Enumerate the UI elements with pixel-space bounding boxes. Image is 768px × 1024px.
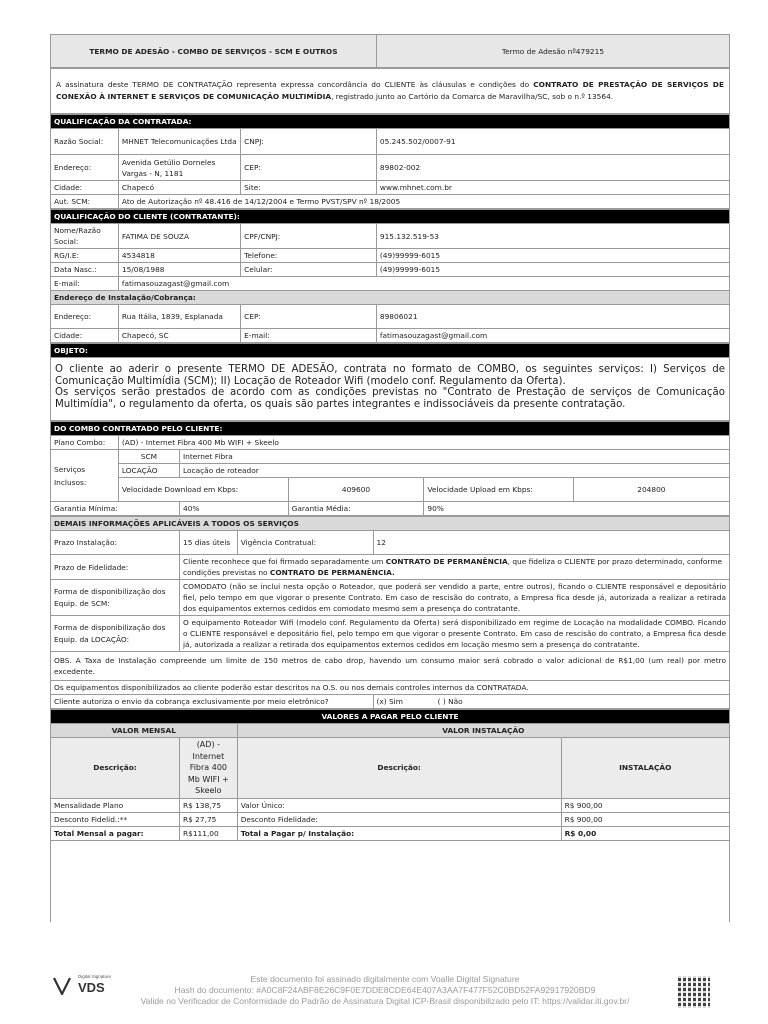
fidelidade-label: Prazo de Fidelidade: <box>51 555 180 580</box>
intro-text-2: , registrado junto ao Cartório da Comarca de Maravilha/SC, sob o n.º 13564. <box>331 92 614 101</box>
total-instalacao-value: R$ 0,00 <box>561 826 729 840</box>
descricao-label: Descrição: <box>51 738 180 799</box>
locacao-label: LOCAÇÃO <box>118 464 179 478</box>
cidade-value: Chapecó <box>118 181 240 195</box>
cobranca-sim: (x) Sim <box>376 697 403 706</box>
objeto-text <box>51 358 730 421</box>
intro-text-1: A assinatura deste TERMO DE CONTRATAÇÃO representa expressa concordância do CLIENTE às cláusulas e condições do <box>56 80 534 89</box>
plano-descricao: (AD) - Internet Fibra 400 Mb WIFI + Skeelo <box>180 738 238 799</box>
signature-text <box>110 974 660 1007</box>
descricao-instalacao-label: Descrição: <box>237 738 561 799</box>
telefone-label: Telefone: <box>241 249 377 263</box>
inst-cep-value: 89806021 <box>376 305 729 329</box>
mensalidade-value: R$ 138,75 <box>180 798 238 812</box>
locacao-equip-text: O equipamento Roteador Wifi (modelo conf. Regulamento da Oferta) será disponibilizado em regime de Locação na modalidade COMBO. Ficando o CLIENTE responsável e depositário fiel, pelo tempo em que vigorar o presente Contrato. Em caso de rescisão do contrato, a Empresa fica desde já, autorizada a realizar a retirada dos equipamentos externos cedidos em locação mesmo sem a presença do contratante. <box>180 616 730 652</box>
nascimento-label: Data Nasc.: <box>51 263 119 277</box>
prazo-label: Prazo Instalação: <box>51 531 180 555</box>
garantia-min-value: 40% <box>180 502 289 516</box>
fidelidade-bold-1: CONTRATO DE PERMANÊNCIA <box>385 557 508 566</box>
rg-value: 4534818 <box>118 249 240 263</box>
objeto-paragraph-2: Os serviços serão prestados de acordo com as condições previstas no "Contrato de Prestação de serviços de Comunicação Multimídia", o regulamento da oferta, os quais são partes integrantes e indissociáveis da presente contratação. <box>55 387 725 410</box>
email-value: fatimasouzagast@gmail.com <box>118 277 729 291</box>
desconto-fidelidade-label: Desconto Fidelidade: <box>237 812 561 826</box>
vds-logo-text: VDS <box>78 980 105 995</box>
inst-cidade-label: Cidade: <box>51 329 119 343</box>
garantia-med-label: Garantia Média: <box>288 502 424 516</box>
nascimento-value: 15/08/1988 <box>118 263 240 277</box>
cnpj-label: CNPJ: <box>241 129 377 155</box>
intro-paragraph <box>51 69 730 114</box>
razao-value: MHNET Telecomunicações Ltda <box>118 129 240 155</box>
inst-email-label: E-mail: <box>241 329 377 343</box>
scm-label: SCM <box>118 450 179 464</box>
instalacao-label: INSTALAÇÃO <box>561 738 729 799</box>
valor-unico-label: Valor Único: <box>237 798 561 812</box>
fidelidade-bold-2: CONTRATO DE PERMANÊNCIA. <box>269 568 395 577</box>
rg-label: RG/I.E: <box>51 249 119 263</box>
contratada-header: QUALIFICAÇÃO DA CONTRATADA: <box>51 115 730 129</box>
objeto-paragraph-1: O cliente ao aderir o presente TERMO DE ADESÃO, contrata no formato de COMBO, os seguintes serviços: I) Serviços de Comunicação Multimídia (SCM); II) Locação de Roteador Wifi (modelo conf. Regulamento da Oferta). <box>55 364 725 387</box>
contract-document <box>50 34 730 841</box>
combo-header: DO COMBO CONTRATADO PELO CLIENTE: <box>51 422 730 436</box>
fidelidade-text-1: Cliente reconhece que foi firmado separadamente um <box>183 557 386 566</box>
intro-table <box>50 68 730 114</box>
cliente-header: QUALIFICAÇÃO DO CLIENTE (CONTRATANTE): <box>51 210 730 224</box>
nome-value: FATIMA DE SOUZA <box>118 224 240 249</box>
email-label: E-mail: <box>51 277 119 291</box>
upload-label: Velocidade Upload em Kbps: <box>424 478 573 502</box>
total-instalacao-label: Total a Pagar p/ Instalação: <box>237 826 561 840</box>
aut-label: Aut. SCM: <box>51 195 119 209</box>
vigencia-value: 12 <box>373 531 730 555</box>
valor-mensal-header: VALOR MENSAL <box>51 724 238 738</box>
vds-logo <box>52 974 112 1000</box>
cliente-table <box>50 209 730 343</box>
endereco-label: Endereço: <box>51 155 119 181</box>
instalacao-header: Endereço de Instalação/Cobrança: <box>51 291 730 305</box>
inst-cep-label: CEP: <box>241 305 377 329</box>
mensalidade-label: Mensalidade Plano <box>51 798 180 812</box>
cobranca-nao: ( ) Não <box>437 697 463 706</box>
valor-instalacao-header: VALOR INSTALAÇÃO <box>237 724 729 738</box>
celular-label: Celular: <box>241 263 377 277</box>
cidade-label: Cidade: <box>51 181 119 195</box>
intro-bold: CONTRATO DE PRESTAÇÃO DE SERVIÇOS DE CONEXÃO À INTERNET E SERVIÇOS DE COMUNICAÇÃO MULTIMÍDIA <box>56 80 724 101</box>
cnpj-value: 05.245.502/0007-91 <box>376 129 729 155</box>
fidelidade-text <box>180 555 730 580</box>
locacao-desc: Locação de roteador <box>180 464 730 478</box>
inst-endereco-value: Rua Itália, 1839, Esplanada <box>118 305 240 329</box>
total-mensal-label: Total Mensal a pagar: <box>51 826 180 840</box>
download-label: Velocidade Download em Kbps: <box>118 478 288 502</box>
desconto-fidelid-label: Desconto Fidelid.:** <box>51 812 180 826</box>
combo-table <box>50 421 730 516</box>
vds-logo-small: Digital Signature <box>78 974 112 979</box>
prazo-value: 15 dias úteis <box>180 531 238 555</box>
download-value: 409600 <box>288 478 424 502</box>
endereco-value: Avenida Getúlio Dorneles Vargas - N, 1181 <box>118 155 240 181</box>
cep-value: 89802-002 <box>376 155 729 181</box>
demais-table <box>50 516 730 709</box>
nome-label: Nome/Razão Social: <box>51 224 119 249</box>
fidelidade-text-2: , que fideliza o CLIENTE por prazo determinado, conforme condições previstas no <box>183 557 723 577</box>
desconto-fidelid-value: R$ 27,75 <box>180 812 238 826</box>
objeto-header: OBJETO: <box>51 344 730 358</box>
cep-label: CEP: <box>241 155 377 181</box>
cpf-label: CPF/CNPJ: <box>241 224 377 249</box>
scm-equip-label: Forma de disponibilização dos Equip. de SCM: <box>51 580 180 616</box>
upload-value: 204800 <box>573 478 729 502</box>
celular-value: (49)99999-6015 <box>376 263 729 277</box>
obs-text: OBS. A Taxa de Instalação compreende um limite de 150 metros de cabo drop, havendo um consumo maior será cobrado o valor adicional de R$1,00 (um real) por metro excedente. <box>51 652 730 681</box>
title-table <box>50 34 730 68</box>
demais-header: DEMAIS INFORMAÇÕES APLICÁVEIS A TODOS OS SERVIÇOS <box>51 517 730 531</box>
plano-value: (AD) - Internet Fibra 400 Mb WIFI + Skeelo <box>118 436 729 450</box>
site-label: Site: <box>241 181 377 195</box>
valor-unico-value: R$ 900,00 <box>561 798 729 812</box>
equipamentos-text: Os equipamentos disponibilizados ao cliente poderão estar descritos na O.S. ou nos demais controles internos da CONTRATADA. <box>51 681 730 695</box>
document-title: TERMO DE ADESÃO - COMBO DE SERVIÇOS - SCM E OUTROS <box>51 35 377 68</box>
locacao-equip-label: Forma de disponibilização dos Equip. da LOCAÇÃO: <box>51 616 180 652</box>
desconto-fidelidade-value: R$ 900,00 <box>561 812 729 826</box>
garantia-med-value: 90% <box>424 502 730 516</box>
inst-email-value: fatimasouzagast@gmail.com <box>376 329 729 343</box>
validation-line: Valide no Verificador de Conformidade do Padrão de Assinatura Digital ICP-Brasil disponibilizado pelo IT: https://validar.iti.gov.br/ <box>140 996 630 1006</box>
servicos-label: Serviços Inclusos: <box>51 450 119 502</box>
signature-footer <box>0 970 768 1024</box>
telefone-value: (49)99999-6015 <box>376 249 729 263</box>
site-value: www.mhnet.com.br <box>376 181 729 195</box>
cpf-value: 915.132.519-53 <box>376 224 729 249</box>
plano-label: Plano Combo: <box>51 436 119 450</box>
hash-line: Hash do documento: #A0C8F24ABF8E26C9F0E7DDE8CDE64E407A3AA7F477F52C0BD52FA92917920BD9 <box>174 985 596 995</box>
term-number: Termo de Adesão nº479215 <box>376 35 729 68</box>
inst-cidade-value: Chapecó, SC <box>118 329 240 343</box>
cobranca-options <box>373 695 730 709</box>
cobranca-label: Cliente autoriza o envio da cobrança exclusivamente por meio eletrônico? <box>51 695 374 709</box>
inst-endereco-label: Endereço: <box>51 305 119 329</box>
valores-header: VALORES A PAGAR PELO CLIENTE <box>51 710 730 724</box>
total-mensal-value: R$111,00 <box>180 826 238 840</box>
scm-equip-text: COMODATO (não se inclui nesta opção o Roteador, que poderá ser vendido a parte, entre outros), ficando o CLIENTE responsável e depositário fiel, pelo tempo em que vigorar o presente Contrato. Em caso de rescisão do contrato, a Empresa fica desde já, autorizada a realizar a retirada dos equipamentos externos cedidos em comodato mesmo sem a presença do contratante. <box>180 580 730 616</box>
qr-code-icon <box>678 976 710 1008</box>
razao-label: Razão Social: <box>51 129 119 155</box>
vigencia-label: Vigência Contratual: <box>237 531 373 555</box>
valores-table <box>50 709 730 841</box>
signature-line-1: Este documento foi assinado digitalmente com Voalle Digital Signature <box>250 974 520 984</box>
contratada-table <box>50 114 730 209</box>
objeto-table <box>50 343 730 421</box>
aut-value: Ato de Autorização nº 48.416 de 14/12/2004 e Termo PVST/SPV nº 18/2005 <box>118 195 729 209</box>
scm-desc: Internet Fibra <box>180 450 730 464</box>
garantia-min-label: Garantia Mínima: <box>51 502 180 516</box>
